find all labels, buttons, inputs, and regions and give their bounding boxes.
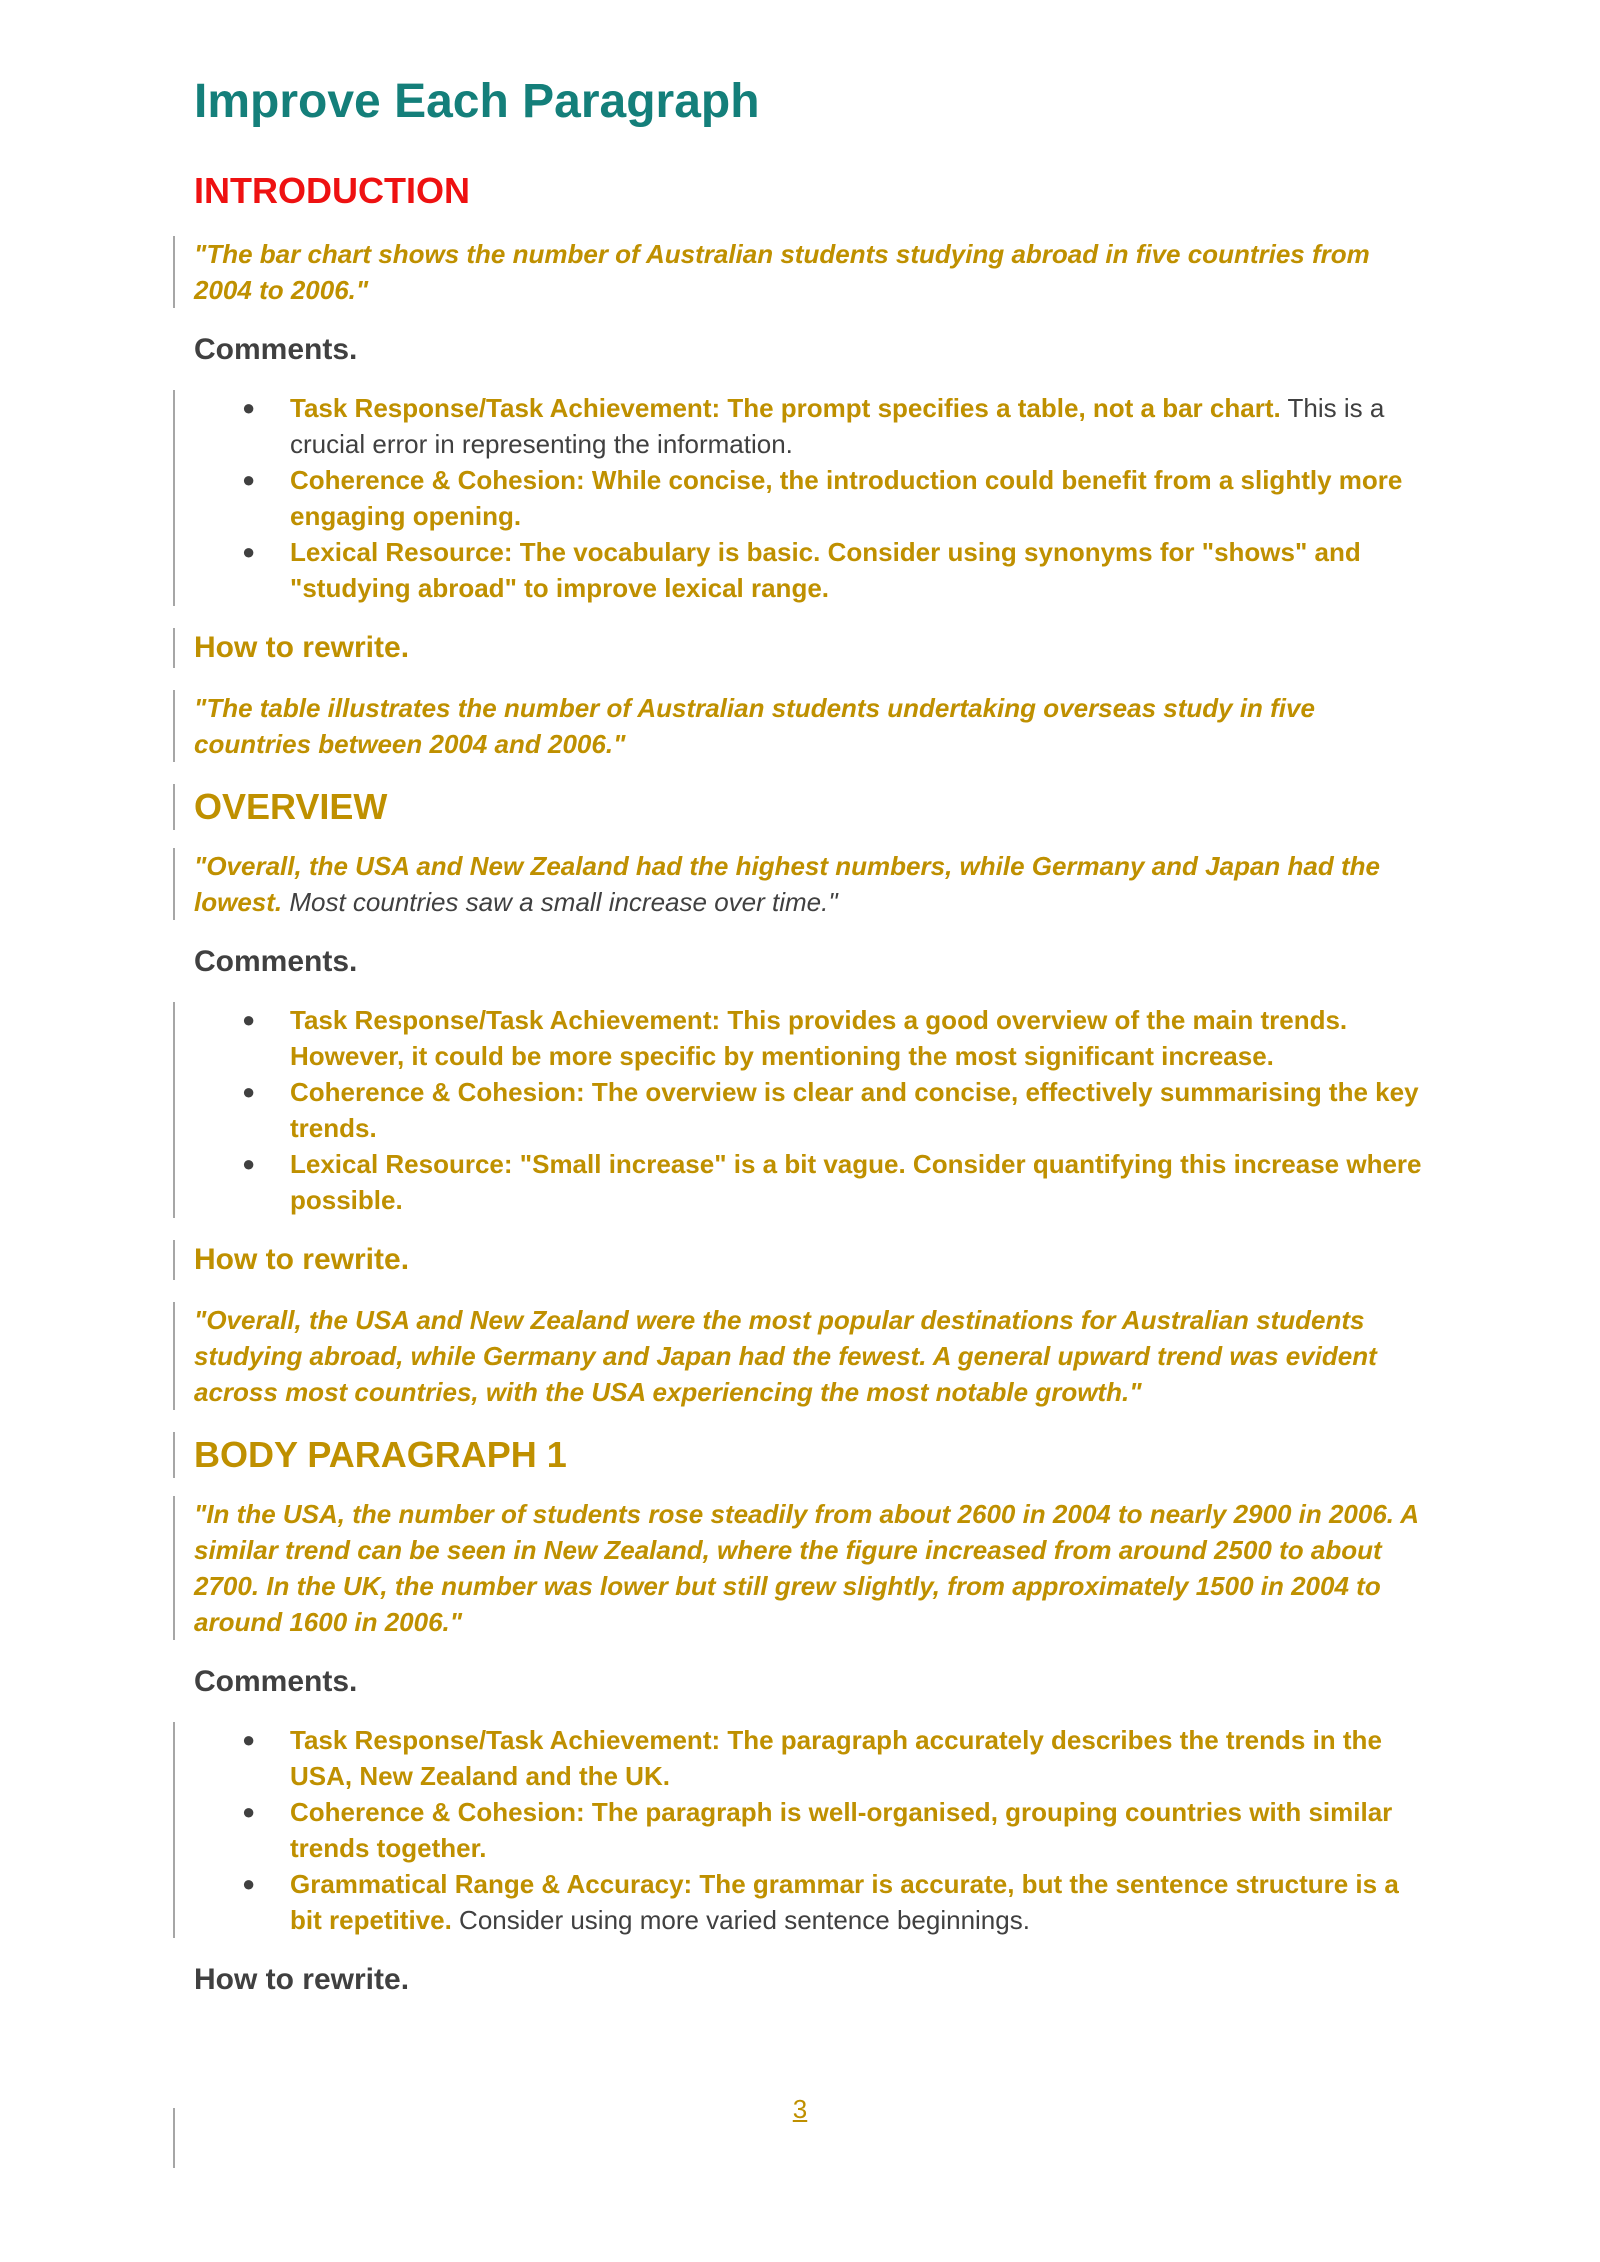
bullet-icon: ● xyxy=(242,1727,256,1752)
comment-bold: Task Response/Task Achievement: The prompt specifies a table, not a bar chart. xyxy=(290,393,1281,423)
overview-comments-heading: Comments. xyxy=(194,945,358,978)
comment-bold: Grammatical Range & Accuracy: The grammar is accurate, but the sentence structure is a bit repetitive. xyxy=(290,1869,1399,1935)
bullet-icon: ● xyxy=(242,1799,256,1824)
overview-heading: OVERVIEW xyxy=(194,784,1424,830)
introduction-rewrite: "The table illustrates the number of Australian students undertaking overseas study in five countries between 2004 and 2006." xyxy=(194,690,1424,762)
comment-bold: Lexical Resource: "Small increase" is a bit vague. Consider quantifying this increase where possible. xyxy=(290,1149,1422,1215)
comment-bold: Coherence & Cohesion: The paragraph is well-organised, grouping countries with similar trends together. xyxy=(290,1797,1393,1863)
page-title: Improve Each Paragraph xyxy=(194,75,760,128)
introduction-quote: "The bar chart shows the number of Australian students studying abroad in five countries from 2004 to 2006." xyxy=(194,236,1424,308)
body-paragraph-1-quote: "In the USA, the number of students rose steadily from about 2600 in 2004 to nearly 2900 in 2006. A similar trend can be seen in New Zealand, where the figure increased from around 2500 to about 2700. In the UK, the number was lower but still grew slightly, from approximately 1500 in 2004 to around 1600 in 2006." xyxy=(194,1496,1424,1640)
body-paragraph-1-heading: BODY PARAGRAPH 1 xyxy=(194,1432,1424,1478)
introduction-heading: INTRODUCTION xyxy=(194,170,470,211)
bullet-icon: ● xyxy=(242,539,256,564)
overview-quote-bold: "Overall, the USA and New Zealand had the highest numbers, while Germany and Japan had the lowest. xyxy=(194,851,1380,917)
body-paragraph-1-comments-heading: Comments. xyxy=(194,1665,358,1698)
list-item xyxy=(194,1074,1424,1146)
comment-bold: Lexical Resource: The vocabulary is basic. Consider using synonyms for "shows" and "studying abroad" to improve lexical range. xyxy=(290,537,1361,603)
introduction-comments-heading: Comments. xyxy=(194,333,358,366)
list-item xyxy=(194,1722,1424,1794)
page-number[interactable]: 3 xyxy=(792,2094,808,2124)
body-paragraph-1-comments-list xyxy=(194,1722,1424,1938)
overview-rewrite-heading: How to rewrite. xyxy=(194,1240,1424,1280)
bullet-icon: ● xyxy=(242,1079,256,1104)
list-item xyxy=(194,390,1424,462)
body-paragraph-1-rewrite-heading: How to rewrite. xyxy=(194,1963,410,1996)
bullet-icon: ● xyxy=(242,1007,256,1032)
comment-bold: Coherence & Cohesion: While concise, the introduction could benefit from a slightly more engaging opening. xyxy=(290,465,1403,531)
comment-bold: Task Response/Task Achievement: This provides a good overview of the main trends. However, it could be more specific by mentioning the most significant increase. xyxy=(290,1005,1348,1071)
comment-bold: Task Response/Task Achievement: The paragraph accurately describes the trends in the USA, New Zealand and the UK. xyxy=(290,1725,1382,1791)
comment-rest: Consider using more varied sentence beginnings. xyxy=(451,1905,1030,1935)
list-item xyxy=(194,1866,1424,1938)
list-item xyxy=(194,1002,1424,1074)
bullet-icon: ● xyxy=(242,1871,256,1896)
list-item xyxy=(194,1146,1424,1218)
overview-rewrite: "Overall, the USA and New Zealand were the most popular destinations for Australian students studying abroad, while Germany and Japan had the fewest. A general upward trend was evident across most countries, with the USA experiencing the most notable growth." xyxy=(194,1302,1424,1410)
comment-bold: Coherence & Cohesion: The overview is clear and concise, effectively summarising the key trends. xyxy=(290,1077,1419,1143)
bullet-icon: ● xyxy=(242,1151,256,1176)
list-item xyxy=(194,534,1424,606)
overview-quote xyxy=(194,848,1424,920)
document-content xyxy=(194,72,1424,2000)
introduction-comments-list xyxy=(194,390,1424,606)
overview-comments-list xyxy=(194,1002,1424,1218)
comment-rest: This is a crucial error in representing the information. xyxy=(290,393,1385,459)
bullet-icon: ● xyxy=(242,395,256,420)
list-item xyxy=(194,462,1424,534)
overview-quote-plain: Most countries saw a small increase over time." xyxy=(282,887,838,917)
list-item xyxy=(194,1794,1424,1866)
introduction-rewrite-heading: How to rewrite. xyxy=(194,628,1424,668)
bullet-icon: ● xyxy=(242,467,256,492)
